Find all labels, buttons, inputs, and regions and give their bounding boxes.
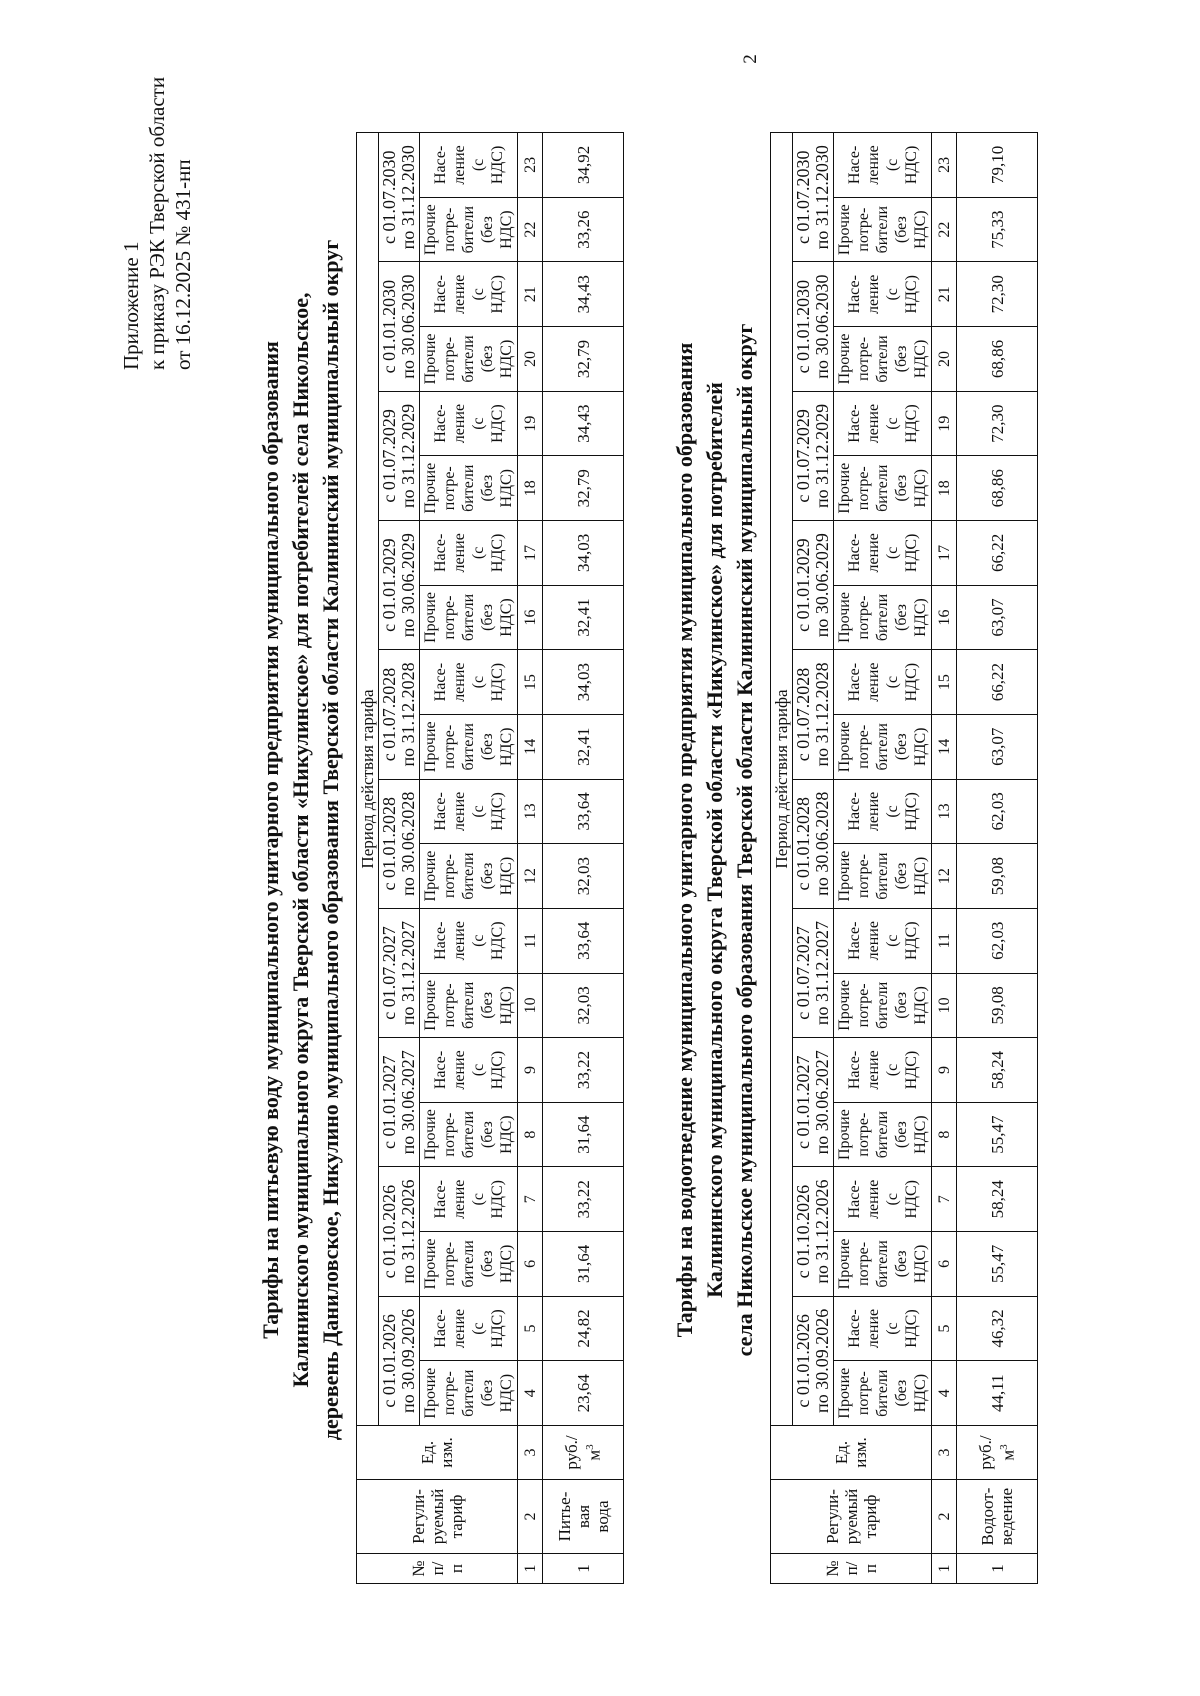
header-population: Насе- ление (с НДС) xyxy=(834,391,932,456)
tariff-value: 33,22 xyxy=(543,1038,624,1103)
tariff-value: 44,11 xyxy=(957,1361,1038,1426)
appendix-block xyxy=(118,40,196,370)
header-no: № п/ п xyxy=(357,1554,518,1584)
header-population: Насе- ление (с НДС) xyxy=(420,650,518,715)
column-number: 2 xyxy=(932,1480,957,1554)
header-other-consumers: Прочие потре- бители (без НДС) xyxy=(834,197,932,262)
column-number: 15 xyxy=(518,650,543,715)
column-number: 21 xyxy=(518,262,543,327)
header-population: Насе- ление (с НДС) xyxy=(834,262,932,327)
column-number: 17 xyxy=(518,521,543,586)
period-range: с 01.07.2027 по 31.12.2027 xyxy=(793,908,834,1037)
header-other-consumers: Прочие потре- бители (без НДС) xyxy=(420,1232,518,1297)
header-no: № п/ п xyxy=(771,1554,932,1584)
header-other-consumers: Прочие потре- бители (без НДС) xyxy=(834,327,932,392)
column-number: 1 xyxy=(932,1554,957,1584)
tariff-value: 31,64 xyxy=(543,1232,624,1297)
tariff-value: 58,24 xyxy=(957,1167,1038,1232)
tariff-value: 68,86 xyxy=(957,456,1038,521)
tariff-value: 55,47 xyxy=(957,1102,1038,1167)
header-other-consumers: Прочие потре- бители (без НДС) xyxy=(834,844,932,909)
tariff-value: 33,22 xyxy=(543,1167,624,1232)
header-unit: Ед. изм. xyxy=(357,1426,518,1480)
column-number: 14 xyxy=(518,714,543,779)
column-number: 1 xyxy=(518,1554,543,1584)
category-row xyxy=(420,133,518,1584)
column-number: 7 xyxy=(932,1167,957,1232)
column-number: 22 xyxy=(932,197,957,262)
header-population: Насе- ление (с НДС) xyxy=(420,262,518,327)
header-tariff: Регули- руемый тариф xyxy=(771,1480,932,1554)
header-other-consumers: Прочие потре- бители (без НДС) xyxy=(834,456,932,521)
tariff-value: 79,10 xyxy=(957,133,1038,198)
column-number: 9 xyxy=(518,1038,543,1103)
header-population: Насе- ление (с НДС) xyxy=(420,1038,518,1103)
tariff-value: 34,92 xyxy=(543,133,624,198)
unit-cell: $руб./м^3$ xyxy=(957,1426,1038,1480)
period-range: с 01.01.2026 по 30.09.2026 xyxy=(379,1296,420,1425)
column-number: 13 xyxy=(518,779,543,844)
appendix-line: к приказу РЭК Тверской области xyxy=(145,76,169,370)
period-range: с 01.01.2030 по 30.06.2030 xyxy=(793,262,834,391)
landscape-content xyxy=(0,40,1200,1640)
tariff-value: 32,03 xyxy=(543,844,624,909)
header-population: Насе- ление (с НДС) xyxy=(834,1167,932,1232)
period-range: с 01.01.2028 по 30.06.2028 xyxy=(379,779,420,908)
column-number-row xyxy=(518,133,543,1584)
header-other-consumers: Прочие потре- бители (без НДС) xyxy=(834,585,932,650)
period-range: с 01.01.2029 по 30.06.2029 xyxy=(793,521,834,650)
period-range: с 01.01.2027 по 30.06.2027 xyxy=(793,1038,834,1167)
header-period: Период действия тарифа xyxy=(771,133,793,1426)
title-line: деревень Даниловское, Никулино муниципального образования Тверской области Калининский муниципальный округ xyxy=(318,239,343,1441)
header-other-consumers: Прочие потре- бители (без НДС) xyxy=(834,1102,932,1167)
column-number: 8 xyxy=(518,1102,543,1167)
appendix-line: Приложение 1 xyxy=(119,241,143,370)
table1-title xyxy=(256,40,346,1640)
column-number: 18 xyxy=(932,456,957,521)
column-number: 14 xyxy=(932,714,957,779)
tariff-value: 66,22 xyxy=(957,650,1038,715)
column-number: 16 xyxy=(518,585,543,650)
title-line: Калининского муниципального округа Тверской области «Никулинское» для потребителей села Никольское, xyxy=(288,292,313,1388)
header-population: Насе- ление (с НДС) xyxy=(834,779,932,844)
title-line: села Никольское муниципального образования Тверской области Калининский муниципальный округ xyxy=(732,323,757,1357)
column-number: 4 xyxy=(932,1361,957,1426)
column-number: 12 xyxy=(932,844,957,909)
header-population: Насе- ление (с НДС) xyxy=(834,133,932,198)
column-number: 12 xyxy=(518,844,543,909)
column-number: 13 xyxy=(932,779,957,844)
column-number: 10 xyxy=(932,973,957,1038)
column-number: 6 xyxy=(518,1232,543,1297)
appendix-line: от 16.12.2025 № 431-нп xyxy=(171,159,195,370)
tariff-value: 59,08 xyxy=(957,973,1038,1038)
tariff-value: 34,03 xyxy=(543,650,624,715)
period-range: с 01.07.2030 по 31.12.2030 xyxy=(793,133,834,262)
tariff-value: 33,26 xyxy=(543,197,624,262)
header-other-consumers: Прочие потре- бители (без НДС) xyxy=(420,714,518,779)
column-number: 20 xyxy=(518,327,543,392)
column-number: 8 xyxy=(932,1102,957,1167)
column-number: 15 xyxy=(932,650,957,715)
column-number-row xyxy=(932,133,957,1584)
title-line: Калининского муниципального округа Тверской области «Никулинское» для потребителей xyxy=(702,382,727,1298)
column-number: 19 xyxy=(932,391,957,456)
row-number: 1 xyxy=(957,1554,1038,1584)
column-number: 7 xyxy=(518,1167,543,1232)
period-range: с 01.07.2028 по 31.12.2028 xyxy=(793,650,834,779)
column-number: 23 xyxy=(932,133,957,198)
column-number: 11 xyxy=(932,908,957,973)
tariff-value: 32,03 xyxy=(543,973,624,1038)
tariff-value: 63,07 xyxy=(957,714,1038,779)
column-number: 18 xyxy=(518,456,543,521)
period-range: с 01.01.2030 по 30.06.2030 xyxy=(379,262,420,391)
tariff-value: 58,24 xyxy=(957,1038,1038,1103)
header-other-consumers: Прочие потре- бители (без НДС) xyxy=(834,973,932,1038)
period-range: с 01.07.2029 по 31.12.2029 xyxy=(793,391,834,520)
tariff-value: 33,64 xyxy=(543,908,624,973)
header-other-consumers: Прочие потре- бители (без НДС) xyxy=(834,1232,932,1297)
tariff-value: 75,33 xyxy=(957,197,1038,262)
row-number: 1 xyxy=(543,1554,624,1584)
tariff-value: 34,43 xyxy=(543,391,624,456)
category-row xyxy=(834,133,932,1584)
period-range: с 01.07.2028 по 31.12.2028 xyxy=(379,650,420,779)
tariff-value: 62,03 xyxy=(957,779,1038,844)
period-range: с 01.10.2026 по 31.12.2026 xyxy=(379,1167,420,1296)
tariff-value: 68,86 xyxy=(957,327,1038,392)
tariff-value: 32,41 xyxy=(543,585,624,650)
header-other-consumers: Прочие потре- бители (без НДС) xyxy=(420,1102,518,1167)
unit-cell: $руб./м^3$ xyxy=(543,1426,624,1480)
title-line: Тарифы на водоотведение муниципального унитарного предприятия муниципального образования xyxy=(672,342,697,1338)
header-population: Насе- ление (с НДС) xyxy=(834,1038,932,1103)
tariff-value: 55,47 xyxy=(957,1232,1038,1297)
table2-wastewater xyxy=(770,132,1038,1584)
header-population: Насе- ление (с НДС) xyxy=(834,650,932,715)
period-range: с 01.07.2027 по 31.12.2027 xyxy=(379,908,420,1037)
column-number: 5 xyxy=(932,1296,957,1361)
tariff-value: 63,07 xyxy=(957,585,1038,650)
period-range: с 01.01.2027 по 30.06.2027 xyxy=(379,1038,420,1167)
header-population: Насе- ление (с НДС) xyxy=(834,521,932,586)
period-range: с 01.10.2026 по 31.12.2026 xyxy=(793,1167,834,1296)
header-other-consumers: Прочие потре- бители (без НДС) xyxy=(834,1361,932,1426)
tariff-value: 34,03 xyxy=(543,521,624,586)
header-period: Период действия тарифа xyxy=(357,133,379,1426)
period-range: с 01.07.2030 по 31.12.2030 xyxy=(379,133,420,262)
tariff-value: 32,79 xyxy=(543,327,624,392)
column-number: 3 xyxy=(932,1426,957,1480)
period-range: с 01.07.2029 по 31.12.2029 xyxy=(379,391,420,520)
table1-drinking-water xyxy=(356,132,624,1584)
tariff-value: 34,43 xyxy=(543,262,624,327)
header-population: Насе- ление (с НДС) xyxy=(420,521,518,586)
header-population: Насе- ление (с НДС) xyxy=(420,1167,518,1232)
column-number: 16 xyxy=(932,585,957,650)
period-range: с 01.01.2029 по 30.06.2029 xyxy=(379,521,420,650)
tariff-value: 66,22 xyxy=(957,521,1038,586)
column-number: 11 xyxy=(518,908,543,973)
header-other-consumers: Прочие потре- бители (без НДС) xyxy=(420,973,518,1038)
tariff-value: 32,79 xyxy=(543,456,624,521)
column-number: 19 xyxy=(518,391,543,456)
header-population: Насе- ление (с НДС) xyxy=(420,779,518,844)
period-row xyxy=(793,133,834,1584)
column-number: 3 xyxy=(518,1426,543,1480)
tariff-name: Водоот- ведение xyxy=(957,1480,1038,1554)
page-number: 2 xyxy=(740,54,761,64)
header-population: Насе- ление (с НДС) xyxy=(420,1296,518,1361)
period-range: с 01.01.2028 по 30.06.2028 xyxy=(793,779,834,908)
header-other-consumers: Прочие потре- бители (без НДС) xyxy=(420,585,518,650)
header-population: Насе- ление (с НДС) xyxy=(420,133,518,198)
tariff-value: 23,64 xyxy=(543,1361,624,1426)
tariff-value: 31,64 xyxy=(543,1102,624,1167)
tariff-value: 59,08 xyxy=(957,844,1038,909)
header-other-consumers: Прочие потре- бители (без НДС) xyxy=(420,327,518,392)
header-population: Насе- ление (с НДС) xyxy=(420,908,518,973)
tariff-value: 72,30 xyxy=(957,391,1038,456)
table-row xyxy=(957,133,1038,1584)
tariff-value: 62,03 xyxy=(957,908,1038,973)
column-number: 20 xyxy=(932,327,957,392)
column-number: 21 xyxy=(932,262,957,327)
column-number: 5 xyxy=(518,1296,543,1361)
column-number: 2 xyxy=(518,1480,543,1554)
header-population: Насе- ление (с НДС) xyxy=(420,391,518,456)
tariff-value: 24,82 xyxy=(543,1296,624,1361)
tariff-value: 72,30 xyxy=(957,262,1038,327)
column-number: 23 xyxy=(518,133,543,198)
header-population: Насе- ление (с НДС) xyxy=(834,908,932,973)
period-range: с 01.01.2026 по 30.09.2026 xyxy=(793,1296,834,1425)
header-other-consumers: Прочие потре- бители (без НДС) xyxy=(834,714,932,779)
title-line: Тарифы на питьевую воду муниципального унитарного предприятия муниципального образования xyxy=(258,341,283,1339)
column-number: 6 xyxy=(932,1232,957,1297)
column-number: 22 xyxy=(518,197,543,262)
header-other-consumers: Прочие потре- бители (без НДС) xyxy=(420,844,518,909)
tariff-value: 33,64 xyxy=(543,779,624,844)
column-number: 10 xyxy=(518,973,543,1038)
column-number: 9 xyxy=(932,1038,957,1103)
column-number: 4 xyxy=(518,1361,543,1426)
header-other-consumers: Прочие потре- бители (без НДС) xyxy=(420,456,518,521)
header-other-consumers: Прочие потре- бители (без НДС) xyxy=(420,197,518,262)
tariff-value: 32,41 xyxy=(543,714,624,779)
table2-title xyxy=(670,40,760,1640)
header-tariff: Регули- руемый тариф xyxy=(357,1480,518,1554)
header-unit: Ед. изм. xyxy=(771,1426,932,1480)
column-number: 17 xyxy=(932,521,957,586)
header-other-consumers: Прочие потре- бители (без НДС) xyxy=(420,1361,518,1426)
header-population: Насе- ление (с НДС) xyxy=(834,1296,932,1361)
tariff-name: Питье- вая вода xyxy=(543,1480,624,1554)
table-row xyxy=(543,133,624,1584)
period-row xyxy=(379,133,420,1584)
tariff-value: 46,32 xyxy=(957,1296,1038,1361)
